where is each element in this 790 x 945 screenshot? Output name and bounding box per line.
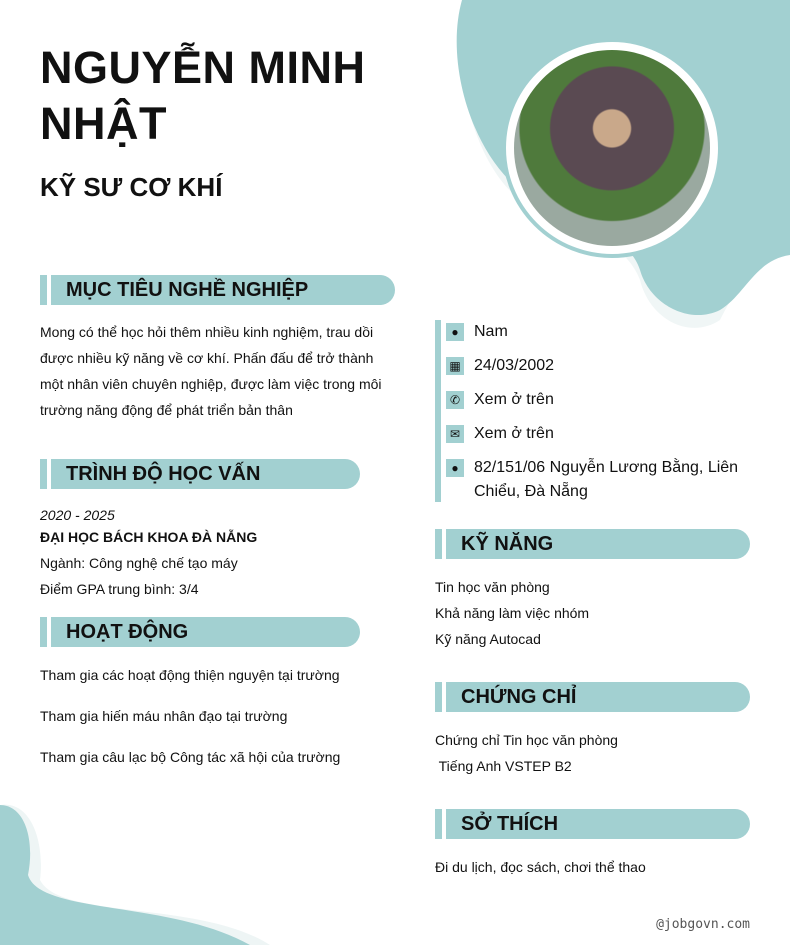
skill-item: Khả năng làm việc nhóm bbox=[435, 605, 590, 621]
section-heading: SỞ THÍCH bbox=[446, 809, 750, 839]
section-education bbox=[40, 459, 360, 489]
education-gpa: Điểm GPA trung bình: 3/4 bbox=[40, 581, 199, 597]
section-heading: CHỨNG CHỈ bbox=[446, 682, 750, 712]
profile-photo bbox=[514, 50, 710, 246]
candidate-name: NGUYỄN MINH NHẬT bbox=[40, 42, 366, 149]
hobbies-text: Đi du lịch, đọc sách, chơi thể thao bbox=[435, 859, 646, 875]
section-activities bbox=[40, 617, 360, 647]
cert-item: Tiếng Anh VSTEP B2 bbox=[435, 758, 572, 774]
info-phone: ✆ Xem ở trên bbox=[446, 388, 554, 412]
info-gender: ● Nam bbox=[446, 320, 508, 344]
education-school: ĐẠI HỌC BÁCH KHOA ĐÀ NẴNG bbox=[40, 529, 258, 545]
section-heading: KỸ NĂNG bbox=[446, 529, 750, 559]
info-email: ✉ Xem ở trên bbox=[446, 422, 554, 446]
phone-icon: ✆ bbox=[446, 391, 464, 409]
section-objective bbox=[40, 275, 395, 305]
calendar-icon: ▦ bbox=[446, 357, 464, 375]
section-heading: HOẠT ĐỘNG bbox=[51, 617, 360, 647]
cert-item: Chứng chỉ Tin học văn phòng bbox=[435, 732, 618, 748]
activity-item: Tham gia các hoạt động thiện nguyện tại trường bbox=[40, 667, 340, 683]
location-icon: ● bbox=[446, 459, 464, 477]
info-dob: ▦ 24/03/2002 bbox=[446, 354, 554, 378]
education-major: Ngành: Công nghệ chế tạo máy bbox=[40, 555, 238, 571]
skill-item: Kỹ năng Autocad bbox=[435, 631, 541, 647]
job-title: KỸ SƯ CƠ KHÍ bbox=[40, 172, 223, 202]
section-skills bbox=[435, 529, 750, 559]
skill-item: Tin học văn phòng bbox=[435, 579, 550, 595]
person-icon: ● bbox=[446, 323, 464, 341]
watermark: @jobgovn.com bbox=[656, 917, 750, 932]
section-hobbies bbox=[435, 809, 750, 839]
activity-item: Tham gia hiến máu nhân đạo tại trường bbox=[40, 708, 288, 724]
education-period: 2020 - 2025 bbox=[40, 507, 115, 523]
section-certs bbox=[435, 682, 750, 712]
objective-text: Mong có thể học hỏi thêm nhiều kinh nghiệm, trau dồi được nhiều kỹ năng về cơ khí. Phấn đấu để trở thành một nhân viên chuyên nghiệp, được làm việc trong môi trường năng động để phát triển bản thân bbox=[40, 324, 382, 418]
email-icon: ✉ bbox=[446, 425, 464, 443]
activity-item: Tham gia câu lạc bộ Công tác xã hội của trường bbox=[40, 749, 341, 765]
section-heading: MỤC TIÊU NGHỀ NGHIỆP bbox=[51, 275, 395, 305]
section-heading: TRÌNH ĐỘ HỌC VẤN bbox=[51, 459, 360, 489]
info-bar bbox=[435, 320, 441, 502]
info-address: ● 82/151/06 Nguyễn Lương Bằng, Liên Chiểu, Đà Nẵng bbox=[446, 456, 746, 504]
